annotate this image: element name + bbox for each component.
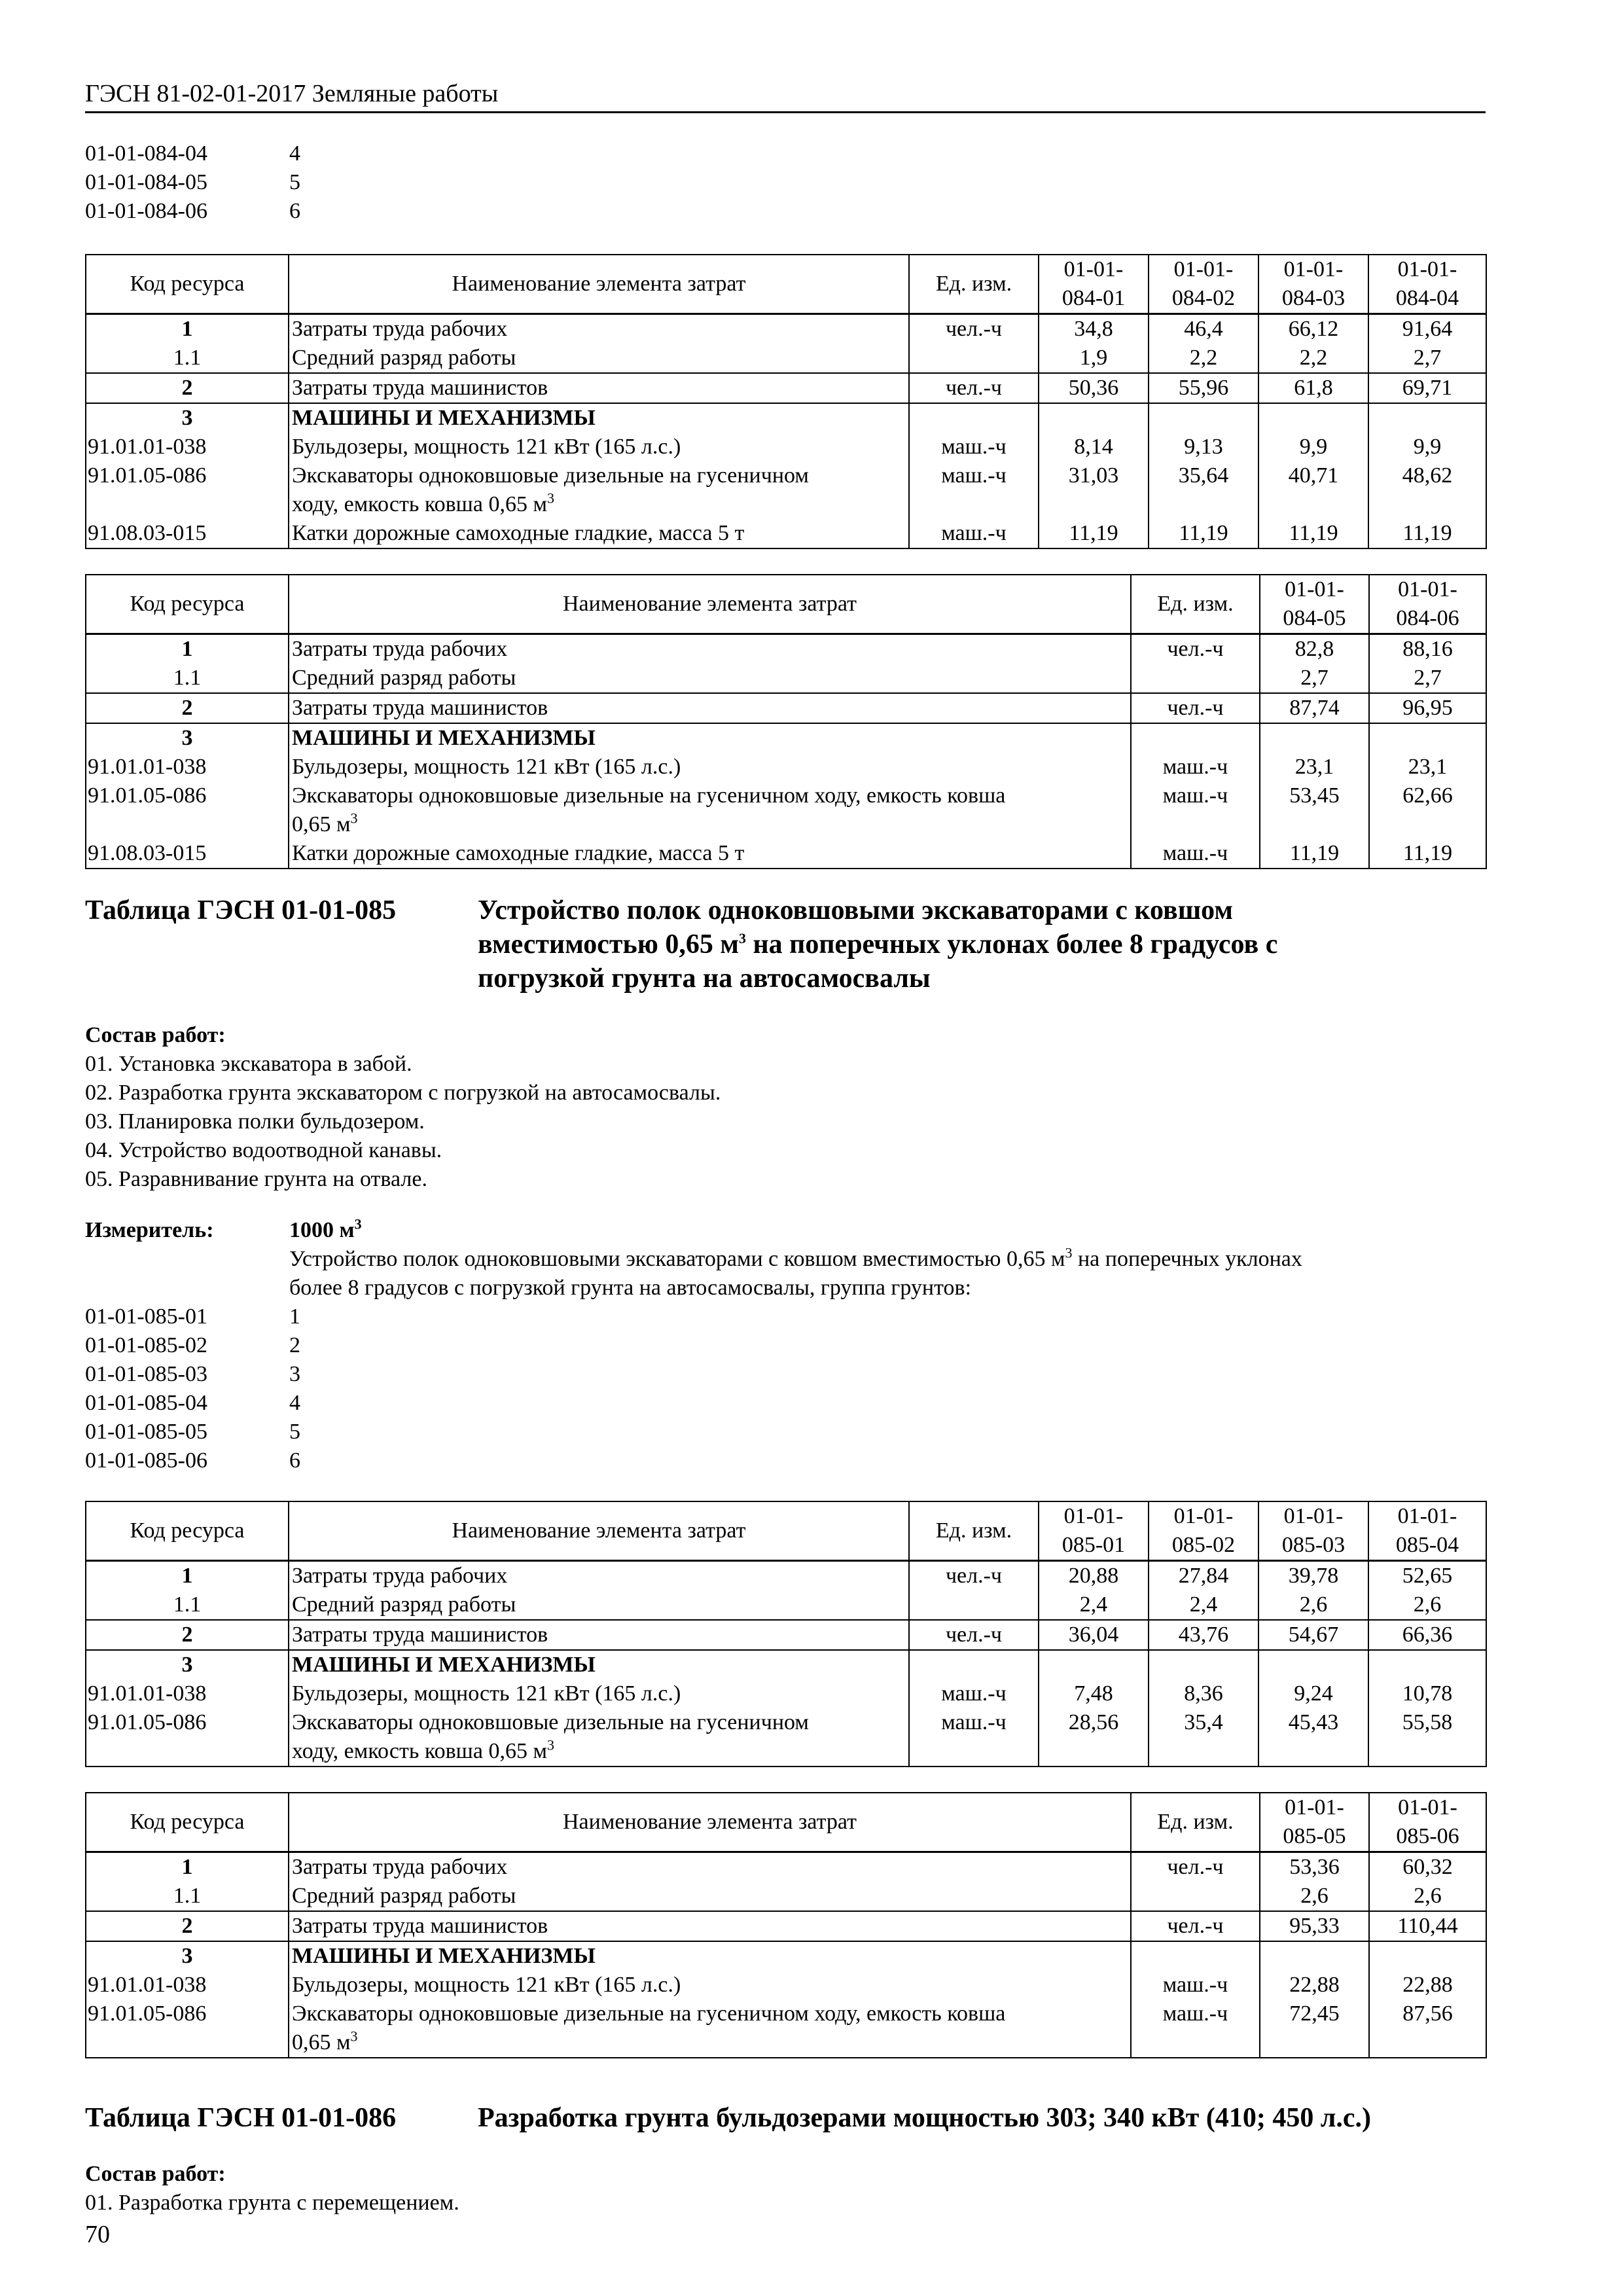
header-col: 01-01- 084-04: [1368, 255, 1486, 314]
header-col: 01-01- 085-05: [1260, 1793, 1369, 1852]
code-list-085: [85, 1302, 300, 1475]
resource-code: 01-01-084-06: [85, 199, 207, 223]
header-col: 01-01- 085-03: [1258, 1501, 1368, 1561]
table-label: Таблица ГЭСН 01-01-086: [85, 2103, 397, 2133]
header-code: Код ресурса: [86, 575, 289, 634]
table-row: 1 Затраты труда рабочих чел.-ч 20,88 27,84 39,78 52,65: [86, 1561, 1486, 1591]
list-item: 02. Разработка грунта экскаватором с погрузкой на автосамосвалы.: [85, 1081, 721, 1105]
measure-description: Устройство полок одноковшовыми экскаваторами с ковшом вместимостью 0,65 $м^3$ на поперечных уклонах более 8 градусов с погрузкой грунта на автосамосвалы, группа грунтов:: [289, 1244, 1302, 1300]
header-col: 01-01- 085-01: [1039, 1501, 1149, 1561]
resource-table-085-a: [85, 1501, 1487, 1767]
measure-value: 1000 $м^3$: [289, 1215, 362, 1242]
table-row: 91.08.03-015 Катки дорожные самоходные гладкие, масса 5 т маш.-ч 11,19 11,19 11,19 11,19: [86, 519, 1486, 548]
table-row: 1 Затраты труда рабочих чел.-ч 82,8 88,16: [86, 634, 1486, 664]
page-number: 70: [85, 2221, 110, 2248]
header-col: 01-01- 085-02: [1149, 1501, 1258, 1561]
header-col: 01-01- 084-02: [1149, 255, 1258, 314]
header-name: Наименование элемента затрат: [289, 1793, 1131, 1852]
table-header-row: [86, 255, 1486, 314]
table-row: 2 Затраты труда машинистов чел.-ч 87,74 96,95: [86, 693, 1486, 723]
list-item: 01-01-085-04 4: [85, 1391, 300, 1415]
resource-table-085-b: [85, 1792, 1487, 2058]
works-composition: [85, 1021, 1486, 1194]
list-item: 01-01-085-03 3: [85, 1362, 300, 1386]
table-row: 91.01.05-086 Экскаваторы одноковшовые дизельные на гусеничном ходу, емкость ковша 0,65 $м^3$ маш.-ч 28,56 35,4 45,43 55,58: [86, 1708, 1486, 1767]
table-row: 91.01.01-038 Бульдозеры, мощность 121 кВт (165 л.с.) маш.-ч 7,48 8,36 9,24 10,78: [86, 1679, 1486, 1708]
resource-table-084-a: [85, 254, 1487, 549]
header-col: 01-01- 084-06: [1369, 575, 1486, 634]
list-item: 01-01-085-05 5: [85, 1420, 300, 1444]
header-unit: Ед. изм.: [1131, 575, 1260, 634]
table-row: 1.1 Средний разряд работы 1,9 2,2 2,2 2,7: [86, 344, 1486, 373]
table-row: 1 Затраты труда рабочих чел.-ч 34,8 46,4 66,12 91,64: [86, 314, 1486, 344]
list-item: 01. Установка экскаватора в забой.: [85, 1052, 412, 1076]
soil-group: 5: [289, 170, 300, 194]
table-row: 1 Затраты труда рабочих чел.-ч 53,36 60,32: [86, 1852, 1486, 1882]
table-row: 3 МАШИНЫ И МЕХАНИЗМЫ: [86, 1650, 1486, 1679]
table-row: 2 Затраты труда машинистов чел.-ч 50,36 55,96 61,8 69,71: [86, 373, 1486, 403]
header-col: 01-01- 084-03: [1258, 255, 1368, 314]
table-row: 91.01.05-086 Экскаваторы одноковшовые дизельные на гусеничном ходу, емкость ковша 0,65 $м^3$ маш.-ч 53,45 62,66: [86, 781, 1486, 839]
table-row: 2 Затраты труда машинистов чел.-ч 95,33 110,44: [86, 1911, 1486, 1941]
header-code: Код ресурса: [86, 1501, 289, 1561]
measure-label: Измеритель:: [85, 1218, 214, 1242]
soil-group: 4: [289, 141, 300, 166]
list-item: 05. Разравнивание грунта на отвале.: [85, 1167, 427, 1191]
list-item: [85, 197, 300, 226]
running-header: ГЭСН 81-02-01-2017 Земляные работы: [85, 77, 1486, 113]
table-row: 3 МАШИНЫ И МЕХАНИЗМЫ: [86, 403, 1486, 433]
table-header-row: [86, 1793, 1486, 1852]
table-row: 91.08.03-015 Катки дорожные самоходные гладкие, масса 5 т маш.-ч 11,19 11,19: [86, 839, 1486, 869]
table-title: Разработка грунта бульдозерами мощностью 303; 340 кВт (410; 450 л.с.): [478, 2103, 1372, 2133]
resource-code: 01-01-084-04: [85, 141, 207, 166]
table-row: 3 МАШИНЫ И МЕХАНИЗМЫ: [86, 723, 1486, 753]
table-header-row: [86, 1501, 1486, 1561]
table-row: 91.01.05-086 Экскаваторы одноковшовые дизельные на гусеничном ходу, емкость ковша 0,65 $м^3$ маш.-ч 72,45 87,56: [86, 2000, 1486, 2058]
header-unit: Ед. изм.: [909, 255, 1039, 314]
list-item: 01-01-085-02 2: [85, 1333, 300, 1357]
table-header-row: [86, 575, 1486, 634]
measure-block: [85, 1216, 1486, 1308]
works-title: Состав работ:: [85, 1023, 226, 1047]
header-name: Наименование элемента затрат: [289, 1501, 909, 1561]
table-086-title: [85, 2101, 1486, 2138]
list-item: 01. Разработка грунта с перемещением.: [85, 2191, 459, 2215]
works-title: Состав работ:: [85, 2162, 226, 2186]
table-label: Таблица ГЭСН 01-01-085: [85, 895, 397, 925]
list-item: [85, 168, 300, 197]
header-col: 01-01- 085-04: [1368, 1501, 1486, 1561]
table-row: 91.01.01-038 Бульдозеры, мощность 121 кВт (165 л.с.) маш.-ч 22,88 22,88: [86, 1971, 1486, 2000]
header-col: 01-01- 085-06: [1369, 1793, 1486, 1852]
table-row: 1.1 Средний разряд работы 2,4 2,4 2,6 2,6: [86, 1590, 1486, 1620]
resource-table-084-b: [85, 574, 1487, 869]
table-row: 3 МАШИНЫ И МЕХАНИЗМЫ: [86, 1941, 1486, 1971]
works-composition-086: [85, 2160, 1486, 2217]
list-item: 04. Устройство водоотводной канавы.: [85, 1138, 442, 1162]
table-row: 91.01.05-086 Экскаваторы одноковшовые дизельные на гусеничном ходу, емкость ковша 0,65 $м^3$ маш.-ч 31,03 35,64 40,71 48,62: [86, 461, 1486, 519]
header-code: Код ресурса: [86, 255, 289, 314]
soil-group: 6: [289, 199, 300, 223]
header-col: 01-01- 084-05: [1260, 575, 1369, 634]
header-unit: Ед. изм.: [909, 1501, 1039, 1561]
table-row: 91.01.01-038 Бульдозеры, мощность 121 кВт (165 л.с.) маш.-ч 23,1 23,1: [86, 753, 1486, 781]
list-item: [85, 139, 300, 168]
header-code: Код ресурса: [86, 1793, 289, 1852]
table-title: Устройство полок одноковшовыми экскаваторами с ковшом вместимостью 0,65 $м^3$ на поперечных уклонах более 8 градусов с погрузкой грунта на автосамосвалы: [478, 895, 1278, 994]
table-row: 1.1 Средний разряд работы 2,6 2,6: [86, 1882, 1486, 1911]
header-unit: Ед. изм.: [1131, 1793, 1260, 1852]
table-085-title: [85, 893, 1486, 998]
header-name: Наименование элемента затрат: [289, 255, 909, 314]
list-item: 03. Планировка полки бульдозером.: [85, 1109, 425, 1134]
table-row: 1.1 Средний разряд работы 2,7 2,7: [86, 664, 1486, 693]
list-item: 01-01-085-01 1: [85, 1304, 300, 1329]
header-col: 01-01- 084-01: [1039, 255, 1149, 314]
table-row: 91.01.01-038 Бульдозеры, мощность 121 кВт (165 л.с.) маш.-ч 8,14 9,13 9,9 9,9: [86, 433, 1486, 461]
resource-code: 01-01-084-05: [85, 170, 207, 194]
list-item: 01-01-085-06 6: [85, 1448, 300, 1473]
top-code-list: [85, 139, 300, 226]
table-row: 2 Затраты труда машинистов чел.-ч 36,04 43,76 54,67 66,36: [86, 1620, 1486, 1650]
header-name: Наименование элемента затрат: [289, 575, 1131, 634]
